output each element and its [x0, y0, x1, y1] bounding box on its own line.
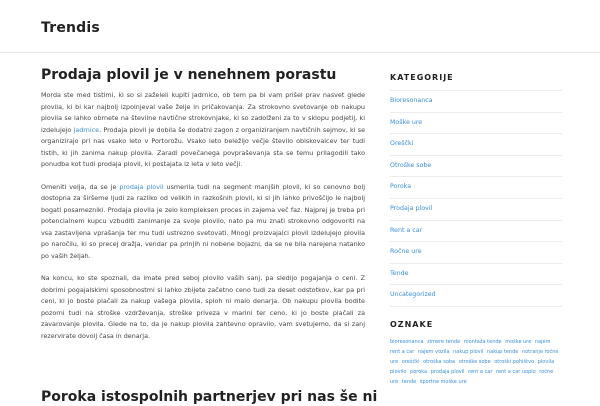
tag-link[interactable]: poroka [410, 368, 428, 375]
category-item [390, 284, 562, 307]
tag-link[interactable]: rent a car [468, 368, 493, 375]
category-item [390, 133, 562, 155]
tag-link[interactable]: nakup tende [486, 348, 519, 355]
category-link-moske-ure[interactable]: Moške ure [390, 118, 423, 126]
tag-link[interactable]: bioresonanca [390, 338, 424, 345]
tag-link[interactable]: otroške sobe [458, 358, 491, 365]
category-item [390, 263, 562, 285]
tag-link[interactable]: plovilo [390, 368, 407, 375]
tag-link[interactable]: tende [401, 378, 417, 385]
category-item [390, 176, 562, 198]
tag-link[interactable]: nakup plovil [453, 348, 484, 355]
tag-link[interactable]: notranje ročne ure [390, 348, 559, 365]
post-text: usmerila tudi na segment manjših plovil, ki so cenovno bolj dostopna za širšeme ljudi za razliko od velikih in razkošnih plovil, ki si jih lahko privoščijo le najbolj bogati posamezniki. Prodaja plovila je zelo kompleksen proces in zajema več faz. Najprej je treba pri potencialnem kupcu vzbuditi zanimanje za svoje plovilo, nato pa mu znati strokovno odgovoriti na vsa zastavljena vprašanja ter mu tudi ustrezno svetovati. Mnogi proizvajalci plovil izdelujejo plovila po naročilu, ki so precej dražja, vendar pa prinjih ni nobene bojazni, da se ne bila narejena natanko po vaših željah. [41, 182, 365, 260]
post-text: Morda ste med tistimi, ki so si zaželeli kupiti jadrnico, ob tem pa bi vam prišel prav nasvet glede plovila, ki bi kar najbolj izpolnjeval vaše želje in pričakovanja. Za strokovno svetovanje ob nakupu plovila se lahko obrnete na številne navtične strokovnjake, ki so zadolženi za to v sklopu podjetij, ki izdelujejo [41, 91, 365, 134]
jadrnice-link[interactable]: jadrnice [73, 125, 100, 134]
category-link-poroka[interactable]: Poroka [390, 183, 412, 191]
tag-link[interactable]: moške ure [505, 338, 532, 345]
category-link-tende[interactable]: Tende [390, 269, 409, 277]
main-content [41, 66, 365, 353]
category-link-bioresonanca[interactable]: Bioresonanca [390, 97, 433, 104]
category-item [390, 220, 562, 242]
tags-widget-title: OZNAKE [390, 319, 434, 329]
next-post-title[interactable]: Poroka istospolnih partnerjev pri nas še ni [41, 389, 378, 405]
tag-link[interactable]: športne moške ure [419, 378, 467, 385]
tag-link[interactable]: najem vozila [417, 348, 450, 355]
tag-link[interactable]: plovila [537, 358, 555, 365]
categories-list [390, 90, 562, 307]
category-link-rent-a-car[interactable]: Rent a car [390, 226, 423, 234]
category-item [390, 241, 562, 263]
category-link-prodaja-plovil[interactable]: Prodaja plovil [390, 204, 433, 212]
tag-link[interactable]: prodaja plovil [430, 368, 465, 375]
category-link-uncategorized[interactable]: Uncategorized [390, 291, 436, 299]
category-item [390, 155, 562, 177]
category-link-rocne-ure[interactable]: Ročne ure [390, 248, 422, 256]
post-paragraph-3: Na koncu, ko ste spoznali, da imate pred seboj plovilo vaših sanj, pa sledijo pogajanja o ceni. Z dobrimi pogajalskimi sposobnostmi si lahko zbijete začetno ceno tudi za deset odstotkov, kar pa pri ceni, ki jo boste plačali za nakup vašega plovila, sploh ni malo denarja. Ob nakupu plovila bodite pozorni tudi na stroške vzdrževanja, stroške priveza v marini ter ceno, ki jo boste plačali za zavarovanje plovila. Glede na to, da je nakup plovila zahtevno opravilo, vam svetujemo, da si zanj rezervirate dovolj časa in denarja. [41, 274, 365, 340]
site-header [0, 0, 600, 53]
post-title[interactable]: Prodaja plovil je v nenehnem porastu [41, 67, 337, 83]
site-title[interactable]: Trendis [41, 20, 100, 36]
post-text: Omeniti velja, da se je [41, 182, 120, 191]
categories-widget-title: KATEGORIJE [390, 73, 454, 82]
tag-cloud [390, 337, 562, 387]
category-item [390, 198, 562, 220]
tag-link[interactable]: oreščki [401, 358, 420, 365]
post-text: . Prodaja plovil je dobila še dodatni zagon z organiziranjem navtičnih sejmov, ki se organizirajo pri nas vsako leto v Portorožu. Vsako leto beležijo večje število obiskovalcev ter tudi tistih, ki jih zanima nakup plovila. Zaradi povečanega povpraševanja sta se temu prilagodili tako ponudba kot tudi prodaja plovil, ki postajata iz leta v leto večji. [41, 125, 365, 168]
tag-link[interactable]: otroška soba [423, 358, 456, 365]
tag-link[interactable]: najem rent a car [390, 338, 551, 355]
post-paragraph-1 [41, 90, 365, 171]
tag-link[interactable]: montaža tende [463, 338, 502, 345]
tag-link[interactable]: otroški pohištvo [494, 358, 535, 365]
category-item [390, 112, 562, 134]
tag-link[interactable]: zimere tende [427, 338, 461, 345]
category-link-otroske-sobe[interactable]: Otroške sobe [390, 161, 432, 169]
prodaja-plovil-link[interactable]: prodaja plovil [119, 182, 164, 191]
category-item [390, 90, 562, 112]
category-link-orescki[interactable]: Oreščki [390, 140, 414, 148]
tag-link[interactable]: rent a car uoplo [496, 368, 536, 375]
tag-link[interactable]: ročne ure [390, 368, 554, 385]
post-paragraph-2 [41, 182, 365, 263]
sidebar [390, 72, 562, 387]
